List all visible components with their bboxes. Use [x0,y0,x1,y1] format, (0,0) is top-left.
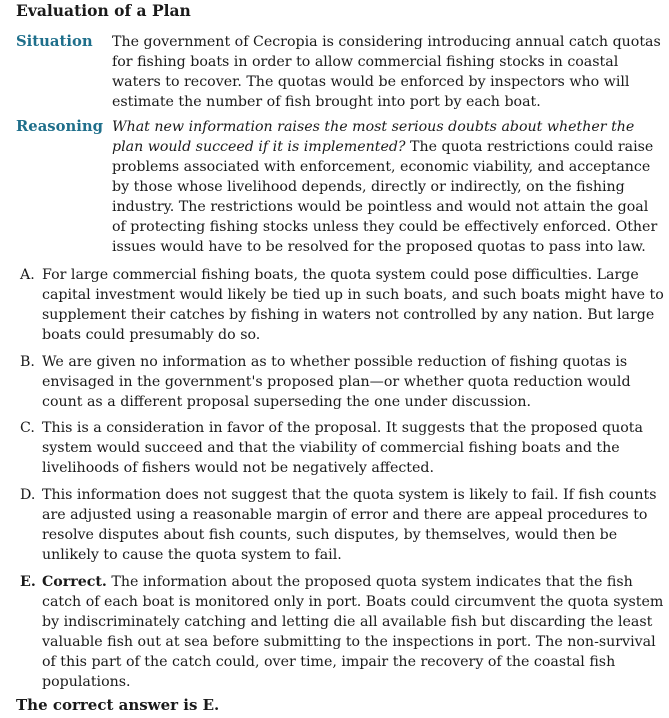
reasoning-body: The quota restrictions could raise problems associated with enforcement, economic viability, and acceptance by those whose livelihood depends, directly or indirectly, on the fishing industry. The restrictions would be pointless and would not attain the goal of protecting fishing stocks unless they could be effectively enforced. Other issues would have to be resolved for the proposed quotas to pass into law. [112,139,658,255]
correct-tag: Correct. [42,574,107,590]
answer-text: For large commercial fishing boats, the quota system could pose difficulties. Large capital investment would likely be tied up in such boats, and such boats might have to supplement their catches by fishing in waters not controlled by any nation. But large boats could presumably do so. [42,267,664,343]
situation-label: Situation [16,33,93,50]
situation-text: The government of Cecropia is considering introducing annual catch quotas for fishing boats in order to allow commercial fishing stocks in coastal waters to recover. The quotas would be enforced by inspectors who will estimate the number of fish brought into port by each boat. [112,34,661,110]
answer-c [20,418,666,478]
answer-text: This information does not suggest that the quota system is likely to fail. If fish counts are adjusted using a reasonable margin of error and there are appeal procedures to resolve disputes about fish counts, such disputes, by themselves, would then be unlikely to cause the quota system to fail. [42,487,657,563]
reasoning-label: Reasoning [16,118,103,135]
section-title: Evaluation of a Plan [16,1,191,20]
answer-e [20,572,666,692]
answer-text: We are given no information as to whether possible reduction of fishing quotas is envisaged in the government's proposed plan—or whether quota reduction would count as a different proposal superseding the one under discussion. [42,354,631,410]
answer-letter: A. [20,267,35,283]
answer-b [20,352,666,412]
answer-letter: B. [20,354,35,370]
answer-d [20,485,666,565]
answer-letter: D. [20,487,36,503]
answer-text [42,572,666,692]
answer-body: The information about the proposed quota system indicates that the fish catch of each boat is monitored only in port. Boats could circumvent the quota system by indiscriminately catching and letting die all available fish but discarding the least valuable fish out at sea before submitting to the inspections in port. The non-survival of this part of the catch could, over time, impair the recovery of the coastal fish populations. [42,574,664,690]
answer-letter: E. [20,574,36,590]
reasoning-question: What new information raises the most serious doubts about whether the plan would succeed if it is implemented? [112,119,635,155]
answer-text: This is a consideration in favor of the proposal. It suggests that the proposed quota system would succeed and that the viability of commercial fishing boats and the livelihoods of fishers would not be negatively affected. [42,420,643,476]
answer-letter: C. [20,420,35,436]
reasoning-text [112,117,664,257]
correct-answer-statement: The correct answer is E. [16,696,220,714]
answer-a [20,265,666,345]
